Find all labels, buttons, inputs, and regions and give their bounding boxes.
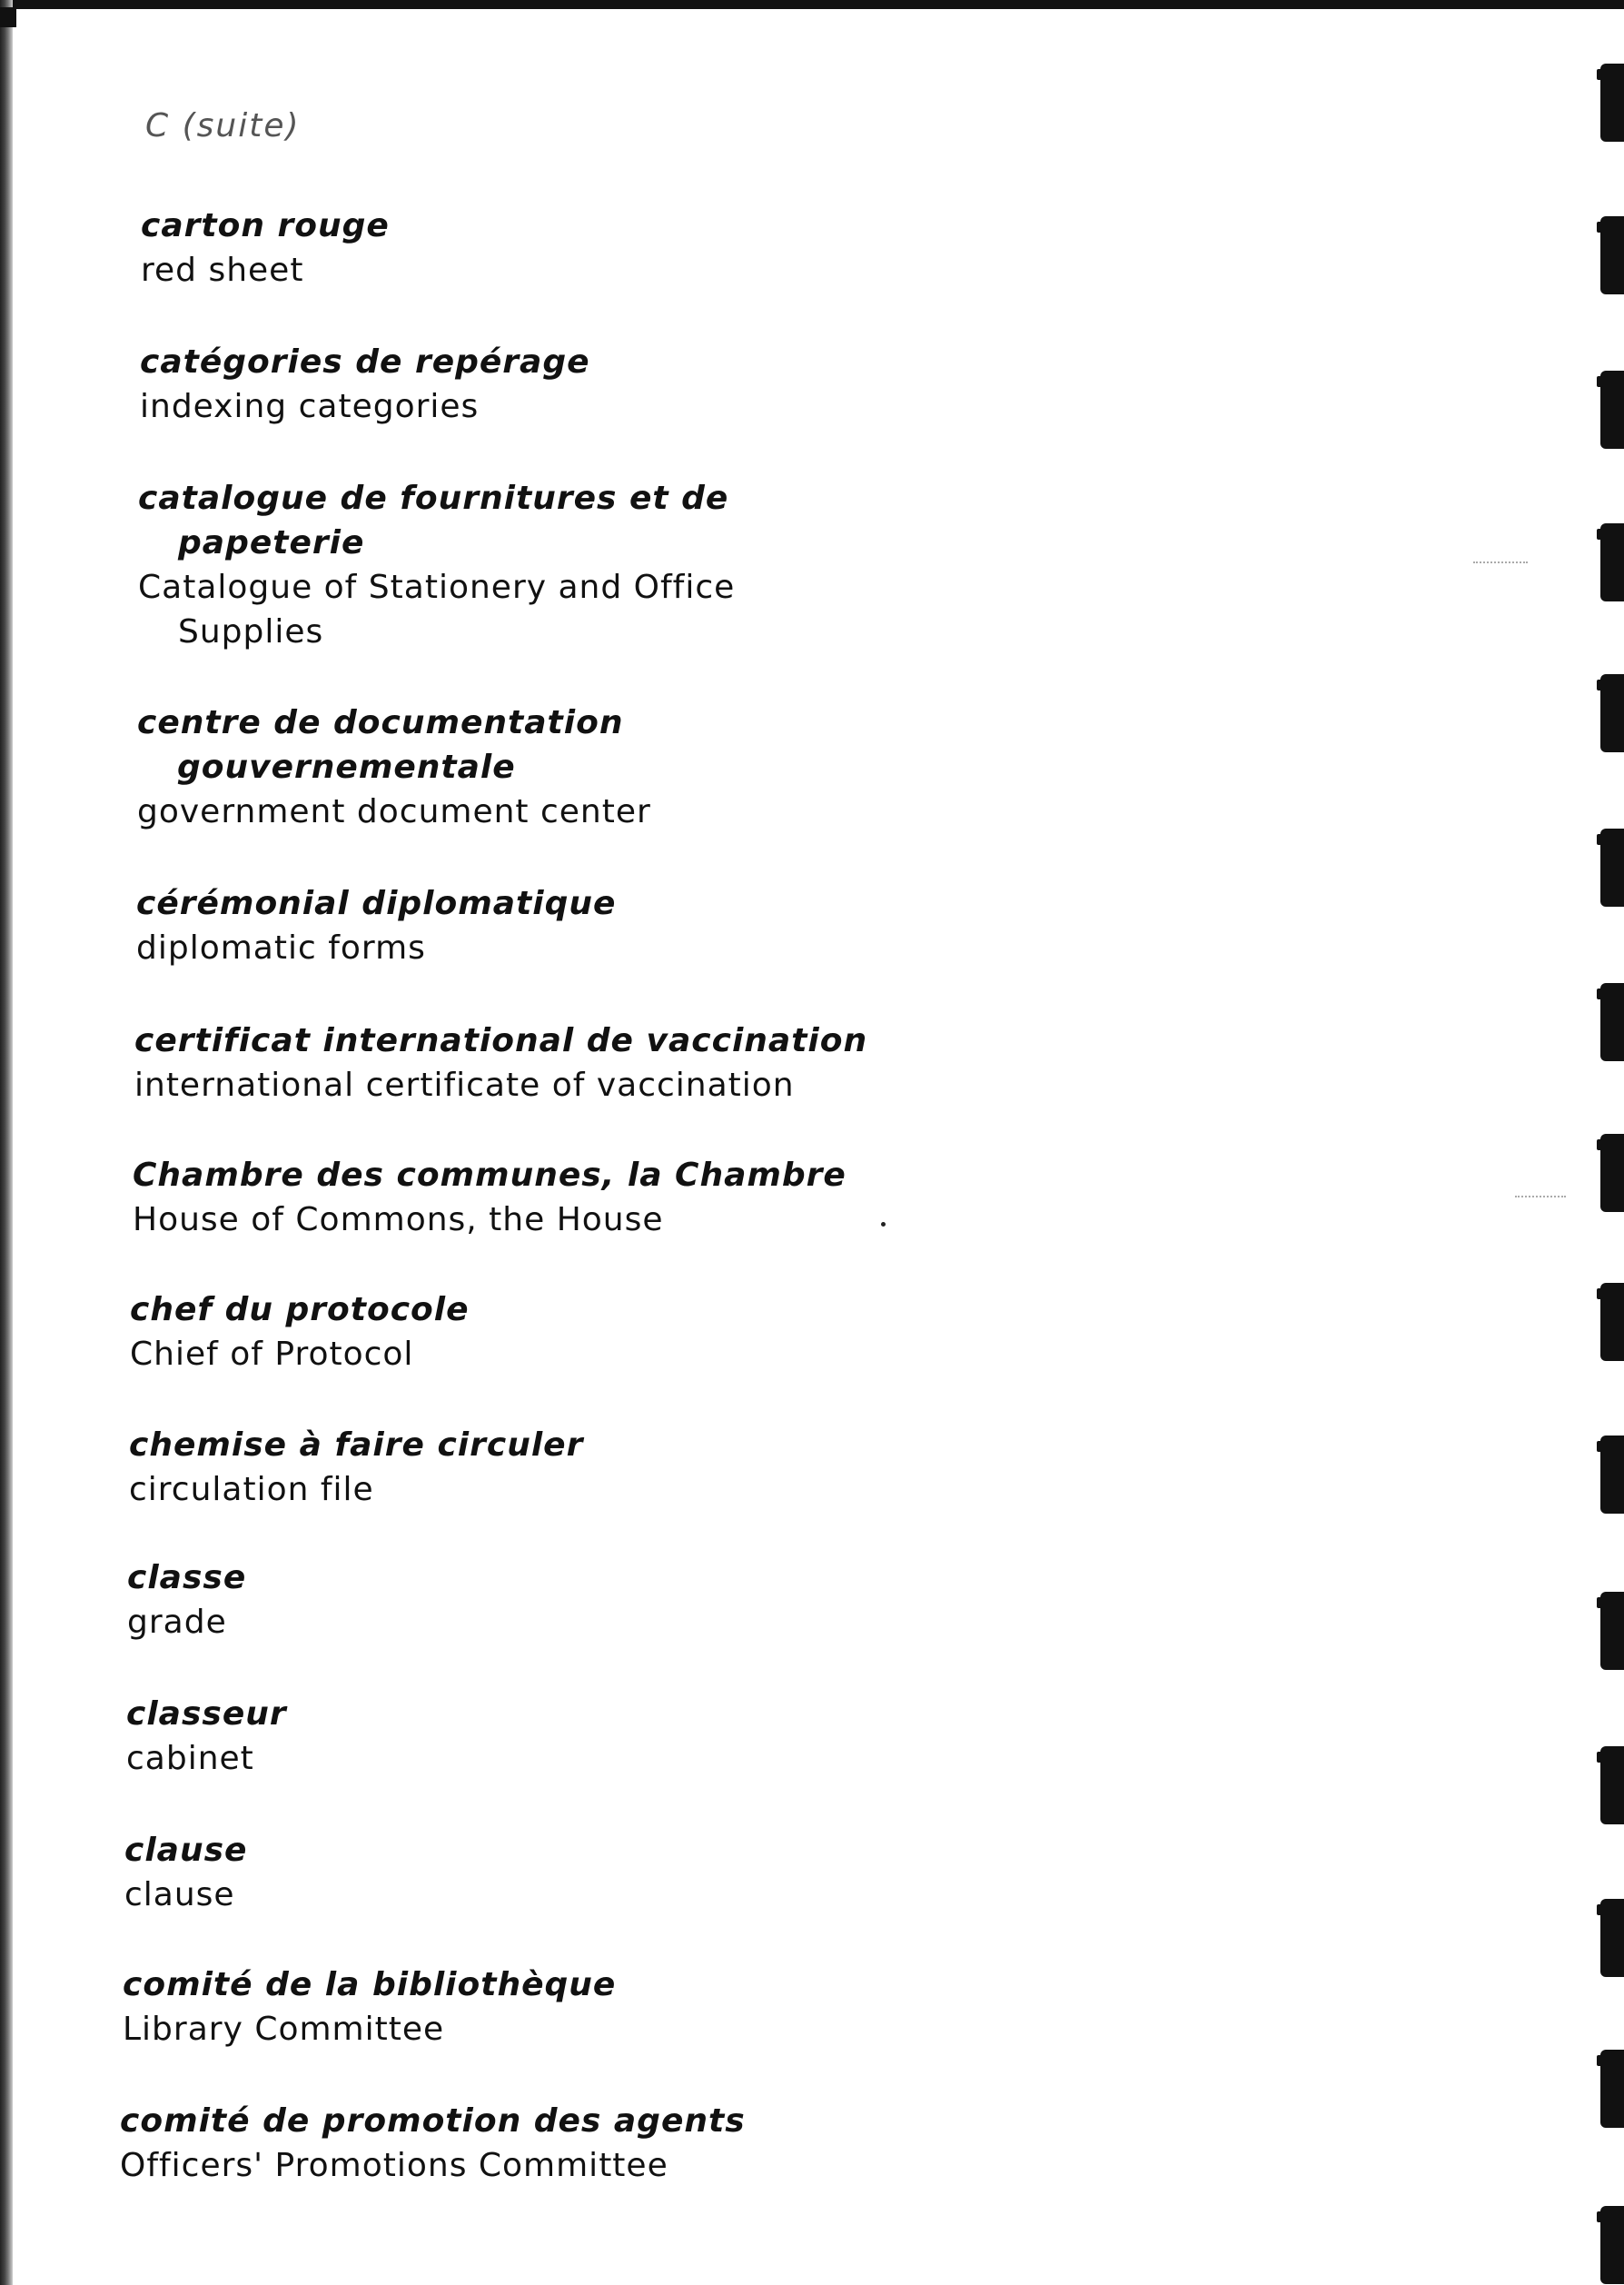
french-term: comité de promotion des agents <box>120 2102 746 2140</box>
french-term: catalogue de fournitures et de <box>138 480 729 517</box>
french-term: clause <box>124 1832 248 1869</box>
glossary-entry <box>133 1153 847 1242</box>
glossary-entry <box>134 1018 867 1108</box>
french-term: Chambre des communes, la Chambre <box>133 1157 847 1194</box>
glossary-entry <box>123 1962 616 2052</box>
english-term: indexing categories <box>140 388 480 425</box>
english-term: circulation file <box>129 1471 374 1508</box>
binder-tab-mark <box>1600 1899 1624 1977</box>
french-term: carton rouge <box>141 207 390 244</box>
french-term-continuation: papeterie <box>178 524 365 561</box>
scan-left-border <box>0 0 13 2285</box>
english-term: grade <box>127 1604 227 1641</box>
english-term-continuation: Supplies <box>178 613 324 651</box>
french-term: classe <box>127 1559 247 1596</box>
glossary-entry <box>140 340 590 429</box>
english-term: Catalogue of Stationery and Office <box>138 569 736 606</box>
glossary-entry <box>127 1555 246 1644</box>
binder-tab-mark <box>1600 1283 1624 1361</box>
french-term-continuation: gouvernementale <box>177 749 516 786</box>
english-term: international certificate of vaccination <box>134 1067 795 1104</box>
french-term: classeur <box>126 1695 287 1733</box>
english-term: government document center <box>137 793 651 830</box>
scan-dots <box>1473 561 1528 565</box>
binder-tab-mark <box>1600 64 1624 142</box>
french-term: cérémonial diplomatique <box>136 885 617 922</box>
binder-tab-mark <box>1600 1134 1624 1212</box>
binder-tab-mark <box>1600 1592 1624 1670</box>
glossary-entry <box>120 2099 746 2188</box>
glossary-entry <box>138 476 735 654</box>
glossary-entry <box>124 1828 247 1917</box>
binder-tab-mark <box>1600 2206 1624 2284</box>
binder-tab-mark <box>1600 1436 1624 1514</box>
french-term: comité de la bibliothèque <box>123 1966 617 2003</box>
scan-dots <box>1515 1196 1566 1199</box>
binder-tab-mark <box>1600 983 1624 1061</box>
binder-tab-mark <box>1600 829 1624 907</box>
scan-speck <box>881 1222 886 1227</box>
glossary-entry <box>141 204 390 293</box>
section-header: C (suite) <box>145 107 301 144</box>
glossary-entry <box>130 1287 470 1376</box>
english-term: Officers' Promotions Committee <box>120 2147 668 2184</box>
english-term: House of Commons, the House <box>133 1201 664 1238</box>
english-term: cabinet <box>126 1740 254 1777</box>
binder-tab-mark <box>1600 216 1624 294</box>
glossary-entry <box>129 1423 583 1512</box>
english-term: Library Committee <box>123 2011 445 2048</box>
french-term: chemise à faire circuler <box>129 1426 584 1464</box>
french-term: certificat international de vaccination <box>134 1022 868 1059</box>
binder-tab-mark <box>1600 674 1624 752</box>
binder-tab-mark <box>1600 523 1624 601</box>
scan-left-notch <box>0 7 16 27</box>
glossary-entry <box>137 700 651 834</box>
english-term: Chief of Protocol <box>130 1336 414 1373</box>
binder-tabs <box>1570 0 1624 2285</box>
french-term: centre de documentation <box>137 704 624 741</box>
glossary-entry <box>136 881 616 970</box>
french-term: catégories de repérage <box>140 343 590 381</box>
binder-tab-mark <box>1600 371 1624 449</box>
binder-tab-mark <box>1600 1746 1624 1824</box>
english-term: clause <box>124 1876 235 1913</box>
binder-tab-mark <box>1600 2050 1624 2128</box>
english-term: red sheet <box>141 252 304 289</box>
english-term: diplomatic forms <box>136 929 426 967</box>
glossary-entry <box>126 1692 287 1781</box>
scan-top-border <box>0 0 1624 9</box>
french-term: chef du protocole <box>130 1291 470 1328</box>
